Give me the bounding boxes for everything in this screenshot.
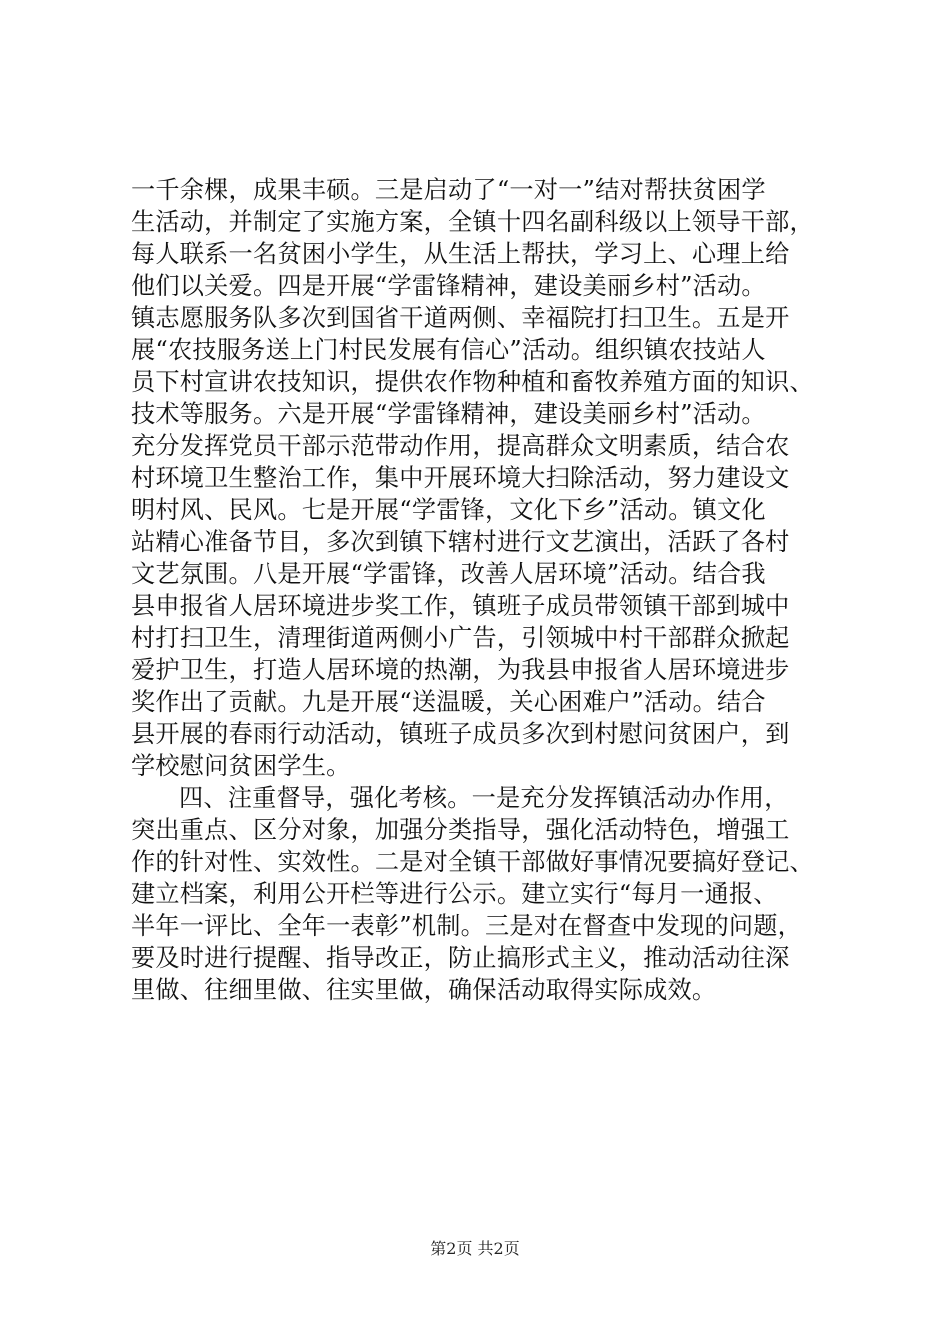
text-line: 每人联系一名贫困小学生，从生活上帮扶，学习上、心理上给 bbox=[131, 240, 790, 268]
text-line: 爱护卫生，打造人居环境的热潮，为我县申报省人居环境进步 bbox=[131, 656, 790, 684]
text-line: 作的针对性、实效性。二是对全镇干部做好事情况要搞好登记、 bbox=[131, 848, 814, 876]
text-line: 员下村宣讲农技知识，提供农作物种植和畜牧养殖方面的知识、 bbox=[131, 368, 814, 396]
text-line: 半年一评比、全年一表彰”机制。三是对在督查中发现的问题， bbox=[131, 912, 803, 940]
text-line: 一千余棵，成果丰硕。三是启动了“一对一”结对帮扶贫困学 bbox=[131, 176, 766, 204]
text-line: 要及时进行提醒、指导改正，防止搞形式主义，推动活动往深 bbox=[131, 944, 790, 972]
text-line: 突出重点、区分对象，加强分类指导，强化活动特色，增强工 bbox=[131, 816, 790, 844]
text-line: 生活动，并制定了实施方案，全镇十四名副科级以上领导干部， bbox=[131, 208, 814, 236]
text-line: 充分发挥党员干部示范带动作用，提高群众文明素质，结合农 bbox=[131, 432, 790, 460]
text-line: 里做、往细里做、往实里做，确保活动取得实际成效。 bbox=[131, 976, 717, 1004]
text-line: 县开展的春雨行动活动，镇班子成员多次到村慰问贫困户，到 bbox=[131, 720, 790, 748]
page-footer bbox=[0, 1239, 950, 1259]
text-line: 县申报省人居环境进步奖工作，镇班子成员带领镇干部到城中 bbox=[131, 592, 790, 620]
text-line: 文艺氛围。八是开展“学雷锋，改善人居环境”活动。结合我 bbox=[131, 560, 766, 588]
text-line: 镇志愿服务队多次到国省干道两侧、幸福院打扫卫生。五是开 bbox=[131, 304, 790, 332]
text-line: 他们以关爱。四是开展“学雷锋精神，建设美丽乡村”活动。 bbox=[131, 272, 766, 300]
text-line: 明村风、民风。七是开展“学雷锋，文化下乡”活动。镇文化 bbox=[131, 496, 766, 524]
text-line: 技术等服务。六是开展“学雷锋精神，建设美丽乡村”活动。 bbox=[131, 400, 766, 428]
text-line: 建立档案，利用公开栏等进行公示。建立实行“每月一通报、 bbox=[131, 880, 778, 908]
text-line: 展“农技服务送上门村民发展有信心”活动。组织镇农技站人 bbox=[131, 336, 766, 364]
text-line: 四、注重督导，强化考核。一是充分发挥镇活动办作用， bbox=[179, 784, 789, 812]
paragraph-1 bbox=[131, 174, 831, 782]
text-line: 站精心准备节目，多次到镇下辖村进行文艺演出，活跃了各村 bbox=[131, 528, 790, 556]
document-body bbox=[131, 174, 831, 1006]
text-line: 奖作出了贡献。九是开展“送温暖，关心困难户”活动。结合 bbox=[131, 688, 766, 716]
text-line: 村环境卫生整治工作，集中开展环境大扫除活动，努力建设文 bbox=[131, 464, 790, 492]
text-line: 学校慰问贫困学生。 bbox=[131, 752, 351, 780]
paragraph-2 bbox=[131, 782, 831, 1006]
text-line: 村打扫卫生，清理街道两侧小广告，引领城中村干部群众掀起 bbox=[131, 624, 790, 652]
page-number-label: 第2页 共2页 bbox=[430, 1239, 520, 1258]
